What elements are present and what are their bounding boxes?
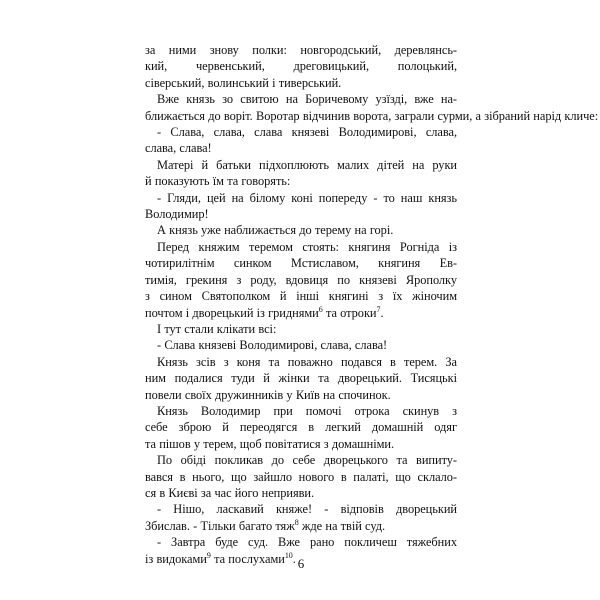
text-line-content: та пішов у терем, щоб повітатися з домашніми. xyxy=(145,436,395,451)
text-line-content: повели своїх дружинників у Київ на спочинок. xyxy=(145,387,391,402)
text-line-content: - Нішо, ласкавий княже! - відповів дворецький xyxy=(157,502,457,517)
footnote-mark: 6 xyxy=(318,304,323,314)
text-line xyxy=(145,518,457,534)
text-line xyxy=(145,140,457,156)
footnote-mark: 7 xyxy=(376,304,381,314)
text-line xyxy=(145,206,457,222)
text-line xyxy=(145,387,457,403)
text-line-content: кий, червенський, дреговицький, полоцький, xyxy=(145,59,457,74)
text-line xyxy=(145,403,457,419)
text-line xyxy=(145,190,457,206)
text-line xyxy=(145,75,457,91)
text-line-content: Князь зсів з коня та поважно подався в терем. За xyxy=(157,354,457,369)
book-page xyxy=(145,42,599,582)
text-line xyxy=(145,534,457,550)
text-line xyxy=(145,436,457,452)
text-line-content: з сином Святополком й інші княгині з їх жіночим xyxy=(145,289,457,304)
text-line-content: ся в Києві за час його неприяви. xyxy=(145,485,315,500)
text-line xyxy=(145,108,599,124)
text-line xyxy=(145,124,457,140)
text-line xyxy=(145,173,457,189)
text-line xyxy=(145,255,457,271)
text-line-content: ближається до воріт. Воротар відчинив ворота, заграли сурми, а зібраний нарід кличе: xyxy=(145,108,599,123)
text-line xyxy=(145,305,457,321)
footnote-mark: 10 xyxy=(284,550,293,560)
text-line xyxy=(145,452,457,468)
text-line-continuation: жде на твій суд. xyxy=(298,518,385,533)
text-line-continuation: та отроки xyxy=(322,305,377,320)
text-line-content: ним подалися туди й жінки та дворецький. Тисяцькі xyxy=(145,371,457,386)
text-line xyxy=(145,288,457,304)
text-line xyxy=(145,501,457,517)
text-line xyxy=(145,58,457,74)
text-line-content: сіверський, волинський і тиверський. xyxy=(145,75,342,90)
text-line-content: Збислав. - Тільки багато тяж xyxy=(145,518,295,533)
text-line-content: По обіді покликав до себе дворецького та випиту- xyxy=(157,453,457,468)
footnote-mark: 9 xyxy=(206,550,211,560)
text-line xyxy=(145,157,457,173)
text-line-content: - Слава князеві Володимирові, слава, слава! xyxy=(157,338,388,353)
text-line-content: й показують їм та говорять: xyxy=(145,174,291,189)
text-line-content: чотирилітнім синком Мстиславом, княгиня Ев- xyxy=(145,256,457,271)
footnote-mark: 8 xyxy=(294,517,299,527)
text-line-content: Князь Володимир при помочі отрока скинув з xyxy=(157,403,457,418)
text-line-content: - Гляди, цей на білому коні попереду - то наш князь xyxy=(157,190,457,205)
text-line xyxy=(145,42,457,58)
text-line xyxy=(145,321,457,337)
text-line xyxy=(145,370,457,386)
text-line xyxy=(145,272,457,288)
text-line xyxy=(145,91,457,107)
text-line-content: за ними знову полки: новгородський, деревлянсь- xyxy=(145,43,457,57)
page-number: 6 xyxy=(297,556,305,571)
text-line xyxy=(145,239,457,255)
text-line-continuation: . xyxy=(380,305,384,320)
text-line-continuation: . xyxy=(292,551,296,566)
text-line-content: слава, слава! xyxy=(145,141,212,156)
text-line-content: себе зброю й переодягся в легкий домашній одяг xyxy=(145,420,457,435)
text-line-continuation: та послухами xyxy=(210,551,285,566)
text-line xyxy=(145,337,457,353)
text-line xyxy=(145,485,457,501)
text-line-content: - Слава, слава, слава князеві Володимирові, слава, xyxy=(157,125,457,140)
text-line xyxy=(145,419,457,435)
text-line-content: тимія, грекиня з роду, вдовиця по князеві Ярополку xyxy=(145,272,457,287)
text-line-content: Володимир! xyxy=(145,207,209,222)
text-line-content: Матері й батьки підхоплюють малих дітей на руки xyxy=(157,157,457,172)
text-line-content: - Завтра буде суд. Вже рано покличеш тяжебних xyxy=(157,535,457,550)
text-line-content: вався в нього, що зайшло нового в палаті, що склало- xyxy=(145,469,457,484)
text-line xyxy=(145,354,457,370)
text-line-content: Перед княжим теремом стоять: княгиня Рогніда із xyxy=(157,239,457,254)
text-line xyxy=(145,469,457,485)
text-line-content: А князь уже наближається до терему на горі. xyxy=(157,223,394,238)
text-line-content: почтом і дворецький із гриднями xyxy=(145,305,319,320)
text-line-content: Вже князь зо свитою на Боричевому узїзді, вже на- xyxy=(157,92,457,107)
text-line-content: І тут стали клікати всі: xyxy=(157,321,277,336)
text-line xyxy=(145,222,457,238)
text-line-content: із видоками xyxy=(145,551,207,566)
body-text xyxy=(145,42,599,567)
